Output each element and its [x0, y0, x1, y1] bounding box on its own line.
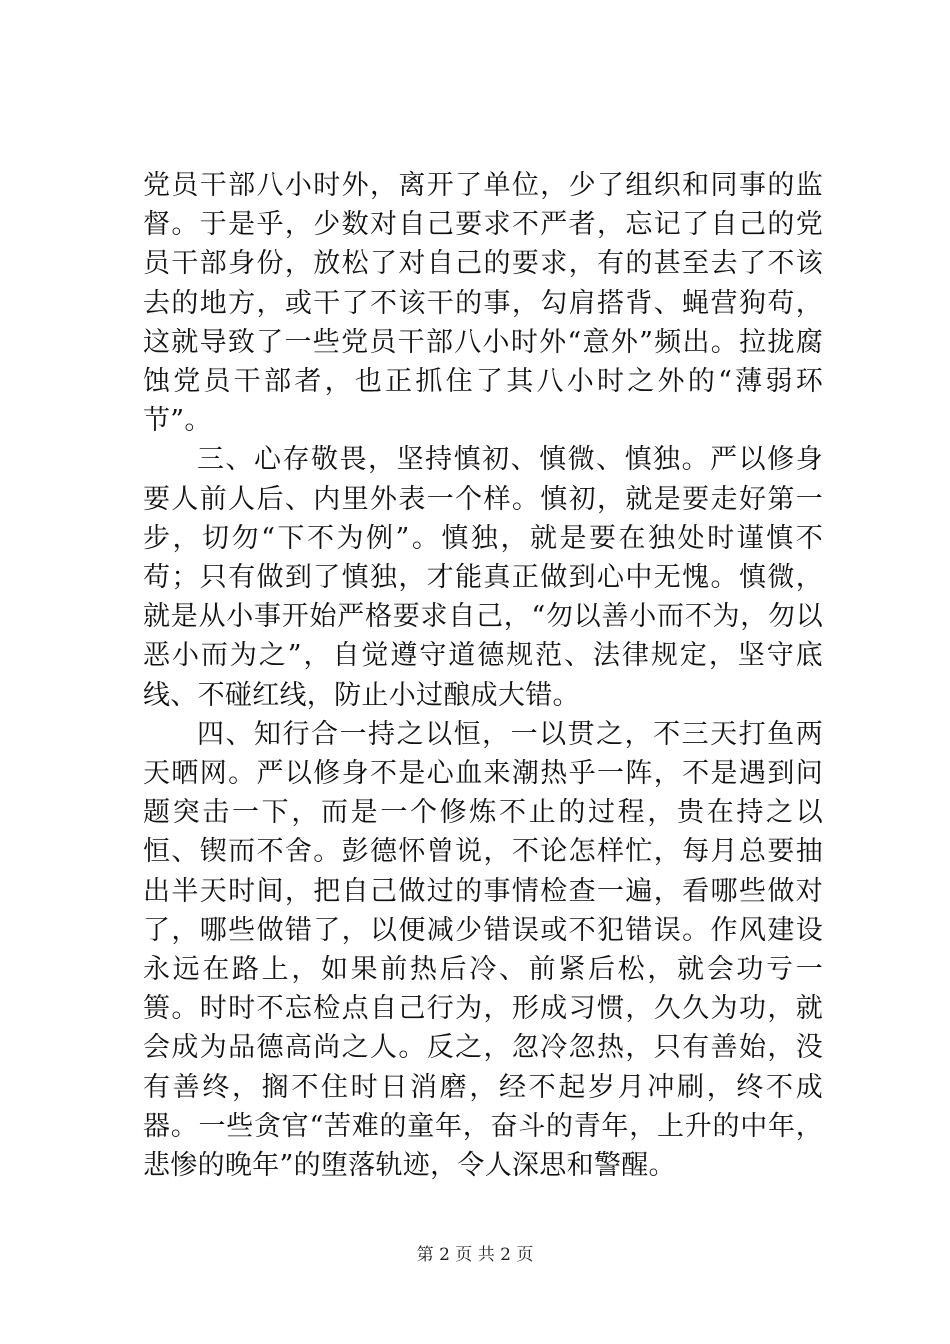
paragraph-section-four: 四、知行合一持之以恒，一以贯之，不三天打鱼两天晒网。严以修身不是心血来潮热乎一阵，不是遇到问题突击一下，而是一个修炼不止的过程，贵在持之以恒、锲而不舍。彭德怀曾说，不论怎样忙，每月总要抽出半天时间，把自己做过的事情检查一遍，看哪些做对了，哪些做错了，以便减少错误或不犯错误。作风建设永远在路上，如果前热后冷、前紧后松，就会功亏一篑。时时不忘检点自己行为，形成习惯，久久为功，就会成为品德高尚之人。反之，忽冷忽热，只有善始，没有善终，搁不住时日消磨，经不起岁月冲刷，终不成器。一些贪官“苦难的童年，奋斗的青年，上升的中年，悲惨的晚年”的堕落轨迹，令人深思和警醒。	[143, 718, 823, 1182]
paragraph-section-three: 三、心存敬畏，坚持慎初、慎微、慎独。严以修身要人前人后、内里外表一个样。慎初，就是要走好第一步，切勿“下不为例”。慎独，就是要在独处时谨慎不苟；只有做到了慎独，才能真正做到心中无愧。慎微，就是从小事开始严格要求自己，“勿以善小而不为，勿以恶小而为之”，自觉遵守道德规范、法律规定，坚守底线、不碰红线，防止小过酿成大错。	[143, 444, 823, 711]
page-footer: 第 2 页 共 2 页	[416, 1245, 534, 1265]
paragraph-continuation: 党员干部八小时外，离开了单位，少了组织和同事的监督。于是乎，少数对自己要求不严者，忘记了自己的党员干部身份，放松了对自己的要求，有的甚至去了不该去的地方，或干了不该干的事，勾肩搭背、蝇营狗苟，这就导致了一些党员干部八小时外“意外”频出。拉拢腐蚀党员干部者，也正抓住了其八小时之外的“薄弱环节”。	[143, 170, 823, 437]
document-body	[143, 166, 823, 1185]
